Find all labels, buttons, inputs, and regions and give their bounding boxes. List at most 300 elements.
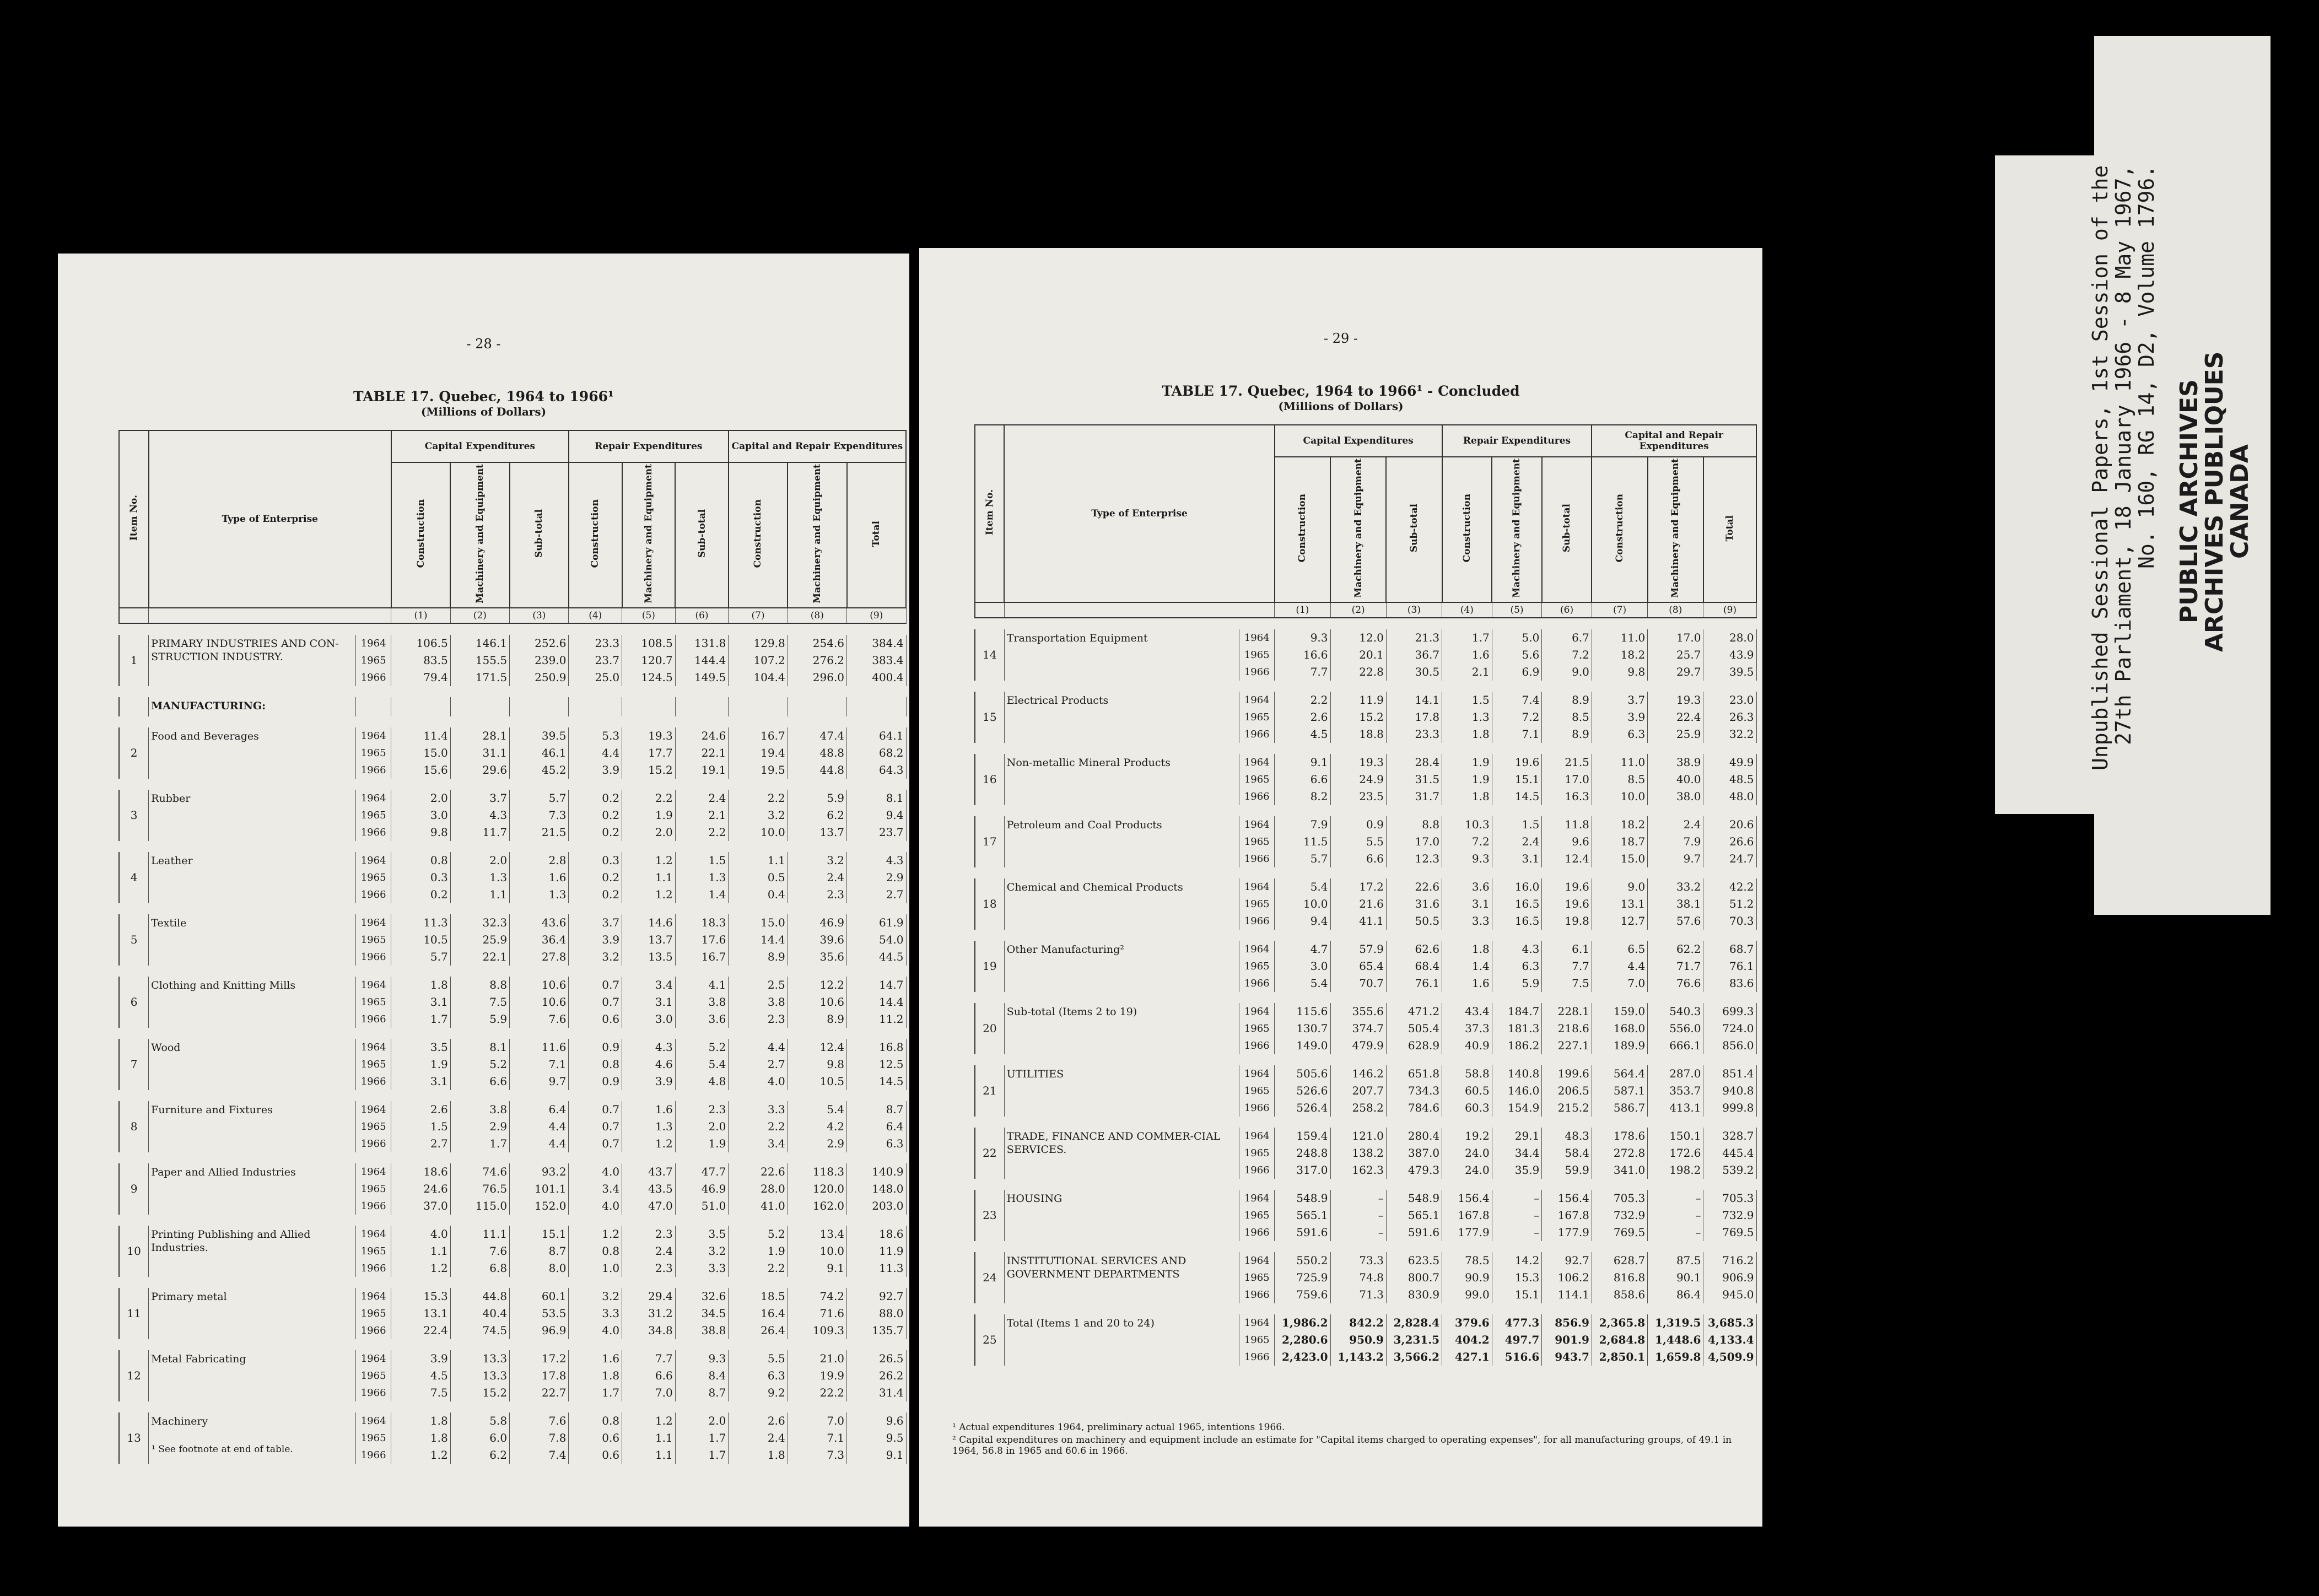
value-cell: 800.7 — [1386, 1269, 1442, 1286]
value-cell: 46.9 — [788, 914, 846, 931]
value-cell: 4.1 — [675, 977, 729, 994]
year-cell: 1965 — [355, 1430, 391, 1447]
value-cell: 7.7 — [622, 1350, 676, 1367]
value-cell: 2.4 — [788, 869, 846, 886]
value-cell: 32.6 — [675, 1288, 729, 1305]
value-cell: 11.1 — [450, 1226, 509, 1243]
archive-line: No. 160, RG 14, D2, Volume 1796. — [2134, 165, 2159, 569]
enterprise-name: Total (Items 1 and 20 to 24) — [1004, 1314, 1239, 1366]
spacer-cell — [119, 686, 906, 697]
value-cell: 379.6 — [1442, 1314, 1492, 1331]
column-number: (3) — [510, 608, 569, 623]
item-number: 4 — [119, 852, 149, 903]
enterprise-name: Electrical Products — [1004, 692, 1239, 743]
machinery-header — [450, 462, 509, 608]
value-cell: 6.8 — [450, 1260, 509, 1277]
value-cell: 7.5 — [1542, 975, 1592, 992]
value-cell: 404.2 — [1442, 1331, 1492, 1349]
page-number: - 28 - — [466, 336, 501, 352]
value-cell: 3,685.3 — [1703, 1314, 1756, 1331]
value-cell: 17.7 — [622, 745, 676, 762]
spacer-row — [975, 1179, 1756, 1190]
column-number: (3) — [1386, 602, 1442, 618]
year-cell: 1966 — [355, 1260, 391, 1277]
value-cell: 3.4 — [569, 1180, 622, 1198]
value-cell: 471.2 — [1386, 1003, 1442, 1020]
table-row — [119, 1101, 906, 1118]
enterprise-name: Metal Fabricating — [149, 1350, 356, 1401]
item-no-label: Item No. — [128, 494, 139, 541]
value-cell: 2.0 — [450, 852, 509, 869]
value-cell: 15.1 — [1492, 771, 1542, 788]
column-number: (8) — [788, 608, 846, 623]
value-cell: 74.8 — [1330, 1269, 1386, 1286]
stamp-line: ARCHIVES PUBLIQUES — [2201, 351, 2229, 652]
year-cell: 1965 — [1239, 646, 1275, 664]
value-cell: 0.7 — [569, 1118, 622, 1135]
value-cell: 48.3 — [1542, 1128, 1592, 1145]
value-cell: 666.1 — [1648, 1037, 1703, 1054]
spacer-cell — [975, 743, 1756, 754]
value-cell: 7.9 — [1275, 816, 1330, 833]
value-cell: 178.6 — [1592, 1128, 1647, 1145]
value-cell: 3.0 — [391, 807, 450, 824]
value-cell: 71.3 — [1330, 1286, 1386, 1303]
value-cell: 150.1 — [1648, 1128, 1703, 1145]
value-cell: 4.0 — [391, 1226, 450, 1243]
table-row — [975, 1065, 1756, 1082]
enterprise-name: Primary metal — [149, 1288, 356, 1339]
value-cell: 1.6 — [1442, 975, 1492, 992]
value-cell: 5.5 — [729, 1350, 788, 1367]
value-cell: 9.3 — [675, 1350, 729, 1367]
value-cell: 564.4 — [1592, 1065, 1647, 1082]
value-cell: 2.6 — [391, 1101, 450, 1118]
table-row — [975, 1314, 1756, 1331]
value-cell: 19.6 — [1542, 896, 1592, 913]
value-cell: 239.0 — [510, 652, 569, 669]
table-row — [119, 1412, 906, 1430]
value-cell: 171.5 — [450, 669, 509, 686]
value-cell: 10.6 — [788, 994, 846, 1011]
stamp-line: CANADA — [2226, 444, 2254, 559]
value-cell: 3.9 — [569, 762, 622, 779]
enterprise-name: Printing Publishing and Allied Industries. — [149, 1226, 356, 1277]
value-cell: 11.9 — [847, 1243, 906, 1260]
value-cell: 15.0 — [729, 914, 788, 931]
value-cell: 6.4 — [510, 1101, 569, 1118]
value-cell: 13.1 — [391, 1305, 450, 1322]
year-cell: 1964 — [1239, 878, 1275, 896]
enterprise-name: Leather — [149, 852, 356, 903]
value-cell: 25.7 — [1648, 646, 1703, 664]
value-cell: 1.6 — [510, 869, 569, 886]
value-cell: 8.5 — [1592, 771, 1647, 788]
capital-header: Capital Expenditures — [1275, 425, 1442, 457]
year-cell: 1964 — [355, 1101, 391, 1118]
value-cell: 906.9 — [1703, 1269, 1756, 1286]
table-row — [119, 727, 906, 745]
value-cell: 15.1 — [1492, 1286, 1542, 1303]
value-cell: 78.5 — [1442, 1252, 1492, 1269]
value-cell: 387.0 — [1386, 1145, 1442, 1162]
column-number: (2) — [1330, 602, 1386, 618]
value-cell: 1.2 — [622, 1412, 676, 1430]
value-cell: 2.9 — [450, 1118, 509, 1135]
value-cell: 2.4 — [622, 1243, 676, 1260]
year-cell: 1964 — [355, 1412, 391, 1430]
value-cell: 7.5 — [450, 994, 509, 1011]
value-cell: 23.7 — [569, 652, 622, 669]
value-cell: 2,684.8 — [1592, 1331, 1647, 1349]
construction-label: Construction — [590, 499, 601, 568]
construction-label: Construction — [1614, 494, 1626, 563]
construction-header — [729, 462, 788, 608]
type-of-enterprise-header: Type of Enterprise — [149, 430, 391, 608]
value-cell: 12.0 — [1330, 629, 1386, 646]
right-page — [919, 248, 1762, 1527]
item-number: 20 — [975, 1003, 1004, 1054]
value-cell: 2.3 — [622, 1260, 676, 1277]
value-cell: 2.1 — [1442, 664, 1492, 681]
value-cell: 22.4 — [391, 1322, 450, 1339]
spacer-cell — [975, 930, 1756, 941]
value-cell: 2.3 — [622, 1226, 676, 1243]
value-cell: 374.7 — [1330, 1020, 1386, 1037]
year-cell: 1964 — [355, 1163, 391, 1180]
spacer-cell — [975, 1366, 1756, 1377]
value-cell: 1.1 — [450, 886, 509, 903]
value-cell: 73.3 — [1330, 1252, 1386, 1269]
value-cell: 6.2 — [788, 807, 846, 824]
machinery-header — [622, 462, 676, 608]
archive-line: 27th Parliament, 18 January 1966 - 8 May 1967, — [2111, 165, 2135, 746]
year-cell: 1965 — [1239, 896, 1275, 913]
year-cell: 1965 — [1239, 958, 1275, 975]
value-cell: 355.6 — [1330, 1003, 1386, 1020]
column-numbers-row — [975, 602, 1756, 618]
value-cell: 3.9 — [622, 1073, 676, 1090]
value-cell: 29.6 — [450, 762, 509, 779]
subtotal-label: Sub-total — [1561, 504, 1573, 553]
value-cell: 3.5 — [391, 1039, 450, 1056]
item-no-label: Item No. — [984, 489, 995, 535]
year-cell: 1966 — [1239, 1162, 1275, 1179]
value-cell: 2.0 — [391, 790, 450, 807]
value-cell: 30.5 — [1386, 664, 1442, 681]
archives-stamp — [2177, 303, 2259, 700]
table-row — [975, 692, 1756, 709]
value-cell: 540.3 — [1648, 1003, 1703, 1020]
value-cell: 3.8 — [450, 1101, 509, 1118]
value-cell: 11.9 — [1330, 692, 1386, 709]
spacer-row — [119, 1277, 906, 1288]
value-cell: 516.6 — [1492, 1349, 1542, 1366]
value-cell: 135.7 — [847, 1322, 906, 1339]
spacer-cell — [119, 966, 906, 977]
item-number: 24 — [975, 1252, 1004, 1303]
value-cell: 4.4 — [510, 1135, 569, 1152]
empty-cell — [510, 697, 569, 716]
value-cell: 28.0 — [1703, 629, 1756, 646]
value-cell: 22.4 — [1648, 709, 1703, 726]
value-cell: 10.0 — [729, 824, 788, 841]
value-cell: 1.6 — [1442, 646, 1492, 664]
value-cell: 2,828.4 — [1386, 1314, 1442, 1331]
value-cell: 17.2 — [1330, 878, 1386, 896]
value-cell: 586.7 — [1592, 1099, 1647, 1117]
value-cell: 115.6 — [1275, 1003, 1330, 1020]
value-cell: 14.6 — [622, 914, 676, 931]
spacer-cell — [119, 903, 906, 914]
value-cell: 725.9 — [1275, 1269, 1330, 1286]
spacer-row — [119, 779, 906, 790]
value-cell: 1.9 — [1442, 771, 1492, 788]
enterprise-name: Non-metallic Mineral Products — [1004, 754, 1239, 805]
value-cell: 129.8 — [729, 635, 788, 652]
value-cell: 8.9 — [1542, 726, 1592, 743]
value-cell: 0.6 — [569, 1447, 622, 1464]
value-cell: 353.7 — [1648, 1082, 1703, 1099]
value-cell: 10.3 — [1442, 816, 1492, 833]
year-cell: 1965 — [355, 1305, 391, 1322]
value-cell: 7.3 — [788, 1447, 846, 1464]
value-cell: 99.0 — [1442, 1286, 1492, 1303]
spacer-row — [119, 1152, 906, 1163]
empty-cell — [675, 697, 729, 716]
value-cell: 8.7 — [675, 1384, 729, 1401]
value-cell: 21.5 — [510, 824, 569, 841]
value-cell: 628.7 — [1592, 1252, 1647, 1269]
value-cell: 945.0 — [1703, 1286, 1756, 1303]
construction-label: Construction — [1297, 494, 1308, 563]
value-cell: 5.4 — [675, 1056, 729, 1073]
value-cell: 76.5 — [450, 1180, 509, 1198]
value-cell: 769.5 — [1703, 1224, 1756, 1241]
value-cell: 32.3 — [450, 914, 509, 931]
value-cell: 154.9 — [1492, 1099, 1542, 1117]
value-cell: 22.1 — [675, 745, 729, 762]
value-cell: 148.0 — [847, 1180, 906, 1198]
year-cell: 1965 — [1239, 1331, 1275, 1349]
value-cell: 11.5 — [1275, 833, 1330, 850]
value-cell: 4.3 — [450, 807, 509, 824]
value-cell: 317.0 — [1275, 1162, 1330, 1179]
value-cell: 76.1 — [1703, 958, 1756, 975]
value-cell: 3.2 — [788, 852, 846, 869]
table-row — [119, 852, 906, 869]
value-cell: 3,566.2 — [1386, 1349, 1442, 1366]
value-cell: 37.0 — [391, 1198, 450, 1215]
value-cell: 1,448.6 — [1648, 1331, 1703, 1349]
value-cell: 1.7 — [1442, 629, 1492, 646]
value-cell: 43.9 — [1703, 646, 1756, 664]
year-cell: 1964 — [355, 727, 391, 745]
value-cell: 15.2 — [622, 762, 676, 779]
value-cell: 13.5 — [622, 948, 676, 966]
value-cell: – — [1492, 1190, 1542, 1207]
value-cell: 17.0 — [1386, 833, 1442, 850]
value-cell: 1.4 — [675, 886, 729, 903]
column-number: (9) — [847, 608, 906, 623]
spacer-cell — [975, 805, 1756, 816]
machinery-label: Machinery and Equipment — [1670, 459, 1681, 598]
construction-label: Construction — [1461, 494, 1473, 563]
value-cell: 6.1 — [1542, 941, 1592, 958]
year-cell: 1966 — [1239, 664, 1275, 681]
year-cell: 1966 — [1239, 1037, 1275, 1054]
capital-repair-header: Capital and Repair Expenditures — [1592, 425, 1756, 457]
value-cell: 60.3 — [1442, 1099, 1492, 1117]
enterprise-name: Chemical and Chemical Products — [1004, 878, 1239, 930]
year-cell: 1964 — [1239, 1128, 1275, 1145]
value-cell: 48.8 — [788, 745, 846, 762]
enterprise-name: Wood — [149, 1039, 356, 1090]
value-cell: 4.4 — [729, 1039, 788, 1056]
enterprise-name: Transportation Equipment — [1004, 629, 1239, 681]
value-cell: 6.0 — [450, 1430, 509, 1447]
value-cell: 64.1 — [847, 727, 906, 745]
value-cell: 1.9 — [1442, 754, 1492, 771]
value-cell: 5.9 — [450, 1011, 509, 1028]
value-cell: 156.4 — [1442, 1190, 1492, 1207]
value-cell: 0.4 — [729, 886, 788, 903]
value-cell: 2.0 — [675, 1412, 729, 1430]
value-cell: 15.1 — [510, 1226, 569, 1243]
value-cell: 732.9 — [1703, 1207, 1756, 1224]
value-cell: 4.3 — [1492, 941, 1542, 958]
value-cell: 104.4 — [729, 669, 788, 686]
subtotal-header — [1386, 457, 1442, 602]
value-cell: 28.0 — [729, 1180, 788, 1198]
value-cell: 0.7 — [569, 1101, 622, 1118]
value-cell: 7.0 — [788, 1412, 846, 1430]
value-cell: 14.7 — [847, 977, 906, 994]
construction-header — [569, 462, 622, 608]
value-cell: 13.4 — [788, 1226, 846, 1243]
enterprise-name: Paper and Allied Industries — [149, 1163, 356, 1215]
value-cell: 1.8 — [1442, 941, 1492, 958]
value-cell: 1.1 — [622, 1430, 676, 1447]
value-cell: 38.8 — [675, 1322, 729, 1339]
year-cell: 1965 — [1239, 709, 1275, 726]
data-table — [974, 424, 1757, 1377]
value-cell: 4.0 — [569, 1322, 622, 1339]
stamp-line: PUBLIC ARCHIVES — [2175, 379, 2203, 624]
spacer-row — [975, 1054, 1756, 1065]
spacer-cell — [119, 623, 906, 635]
value-cell: 152.0 — [510, 1198, 569, 1215]
year-cell: 1966 — [355, 669, 391, 686]
value-cell: 7.3 — [510, 807, 569, 824]
value-cell: 2.2 — [1275, 692, 1330, 709]
value-cell: 1.5 — [1442, 692, 1492, 709]
data-table — [118, 430, 907, 1475]
value-cell: 121.0 — [1330, 1128, 1386, 1145]
value-cell: 27.8 — [510, 948, 569, 966]
total-header — [1703, 457, 1756, 602]
value-cell: 5.9 — [1492, 975, 1542, 992]
year-cell: 1966 — [1239, 1286, 1275, 1303]
year-cell: 1966 — [1239, 788, 1275, 805]
value-cell: 0.2 — [569, 869, 622, 886]
value-cell: 8.7 — [847, 1101, 906, 1118]
value-cell: 26.2 — [847, 1367, 906, 1384]
value-cell: 4.4 — [569, 745, 622, 762]
item-number: 2 — [119, 727, 149, 779]
value-cell: 79.4 — [391, 669, 450, 686]
value-cell: 3.4 — [729, 1135, 788, 1152]
value-cell: – — [1648, 1207, 1703, 1224]
table-row — [975, 816, 1756, 833]
value-cell: 591.6 — [1386, 1224, 1442, 1241]
value-cell: 5.3 — [569, 727, 622, 745]
value-cell: 8.8 — [1386, 816, 1442, 833]
table-row — [975, 1252, 1756, 1269]
spacer-row — [119, 1401, 906, 1412]
value-cell: 21.5 — [1542, 754, 1592, 771]
spacer-row — [975, 1117, 1756, 1128]
value-cell: 130.7 — [1275, 1020, 1330, 1037]
machinery-label: Machinery and Equipment — [643, 464, 654, 603]
spacer-row — [119, 1215, 906, 1226]
value-cell: 2,365.8 — [1592, 1314, 1647, 1331]
value-cell: 21.6 — [1330, 896, 1386, 913]
value-cell: 8.0 — [510, 1260, 569, 1277]
year-cell: 1964 — [355, 1288, 391, 1305]
value-cell: 74.6 — [450, 1163, 509, 1180]
value-cell: 5.7 — [391, 948, 450, 966]
value-cell: 26.5 — [847, 1350, 906, 1367]
value-cell: 17.6 — [675, 931, 729, 948]
value-cell: 3.1 — [391, 994, 450, 1011]
spacer-row — [119, 1339, 906, 1350]
value-cell: 7.6 — [510, 1011, 569, 1028]
value-cell: 9.8 — [391, 824, 450, 841]
value-cell: 7.1 — [788, 1430, 846, 1447]
value-cell: 19.3 — [1648, 692, 1703, 709]
value-cell: 250.9 — [510, 669, 569, 686]
value-cell: 15.3 — [391, 1288, 450, 1305]
value-cell: 65.4 — [1330, 958, 1386, 975]
value-cell: 0.7 — [569, 994, 622, 1011]
table-row — [975, 629, 1756, 646]
repair-header: Repair Expenditures — [569, 430, 729, 462]
value-cell: 477.3 — [1492, 1314, 1542, 1331]
spacer-row — [975, 1241, 1756, 1252]
table-row — [975, 1190, 1756, 1207]
value-cell: 106.5 — [391, 635, 450, 652]
value-cell: 4.0 — [569, 1163, 622, 1180]
item-number: 15 — [975, 692, 1004, 743]
value-cell: 9.7 — [510, 1073, 569, 1090]
item-number: 18 — [975, 878, 1004, 930]
value-cell: 2,423.0 — [1275, 1349, 1330, 1366]
value-cell: 19.6 — [1492, 754, 1542, 771]
value-cell: 11.2 — [847, 1011, 906, 1028]
value-cell: 940.8 — [1703, 1082, 1756, 1099]
value-cell: 16.3 — [1542, 788, 1592, 805]
value-cell: 24.0 — [1442, 1145, 1492, 1162]
value-cell: 11.7 — [450, 824, 509, 841]
value-cell: 15.2 — [1330, 709, 1386, 726]
value-cell: 732.9 — [1592, 1207, 1647, 1224]
value-cell: 4.7 — [1275, 941, 1330, 958]
spacer-cell — [119, 779, 906, 790]
value-cell: 186.2 — [1492, 1037, 1542, 1054]
column-number: (7) — [729, 608, 788, 623]
value-cell: 1.9 — [391, 1056, 450, 1073]
